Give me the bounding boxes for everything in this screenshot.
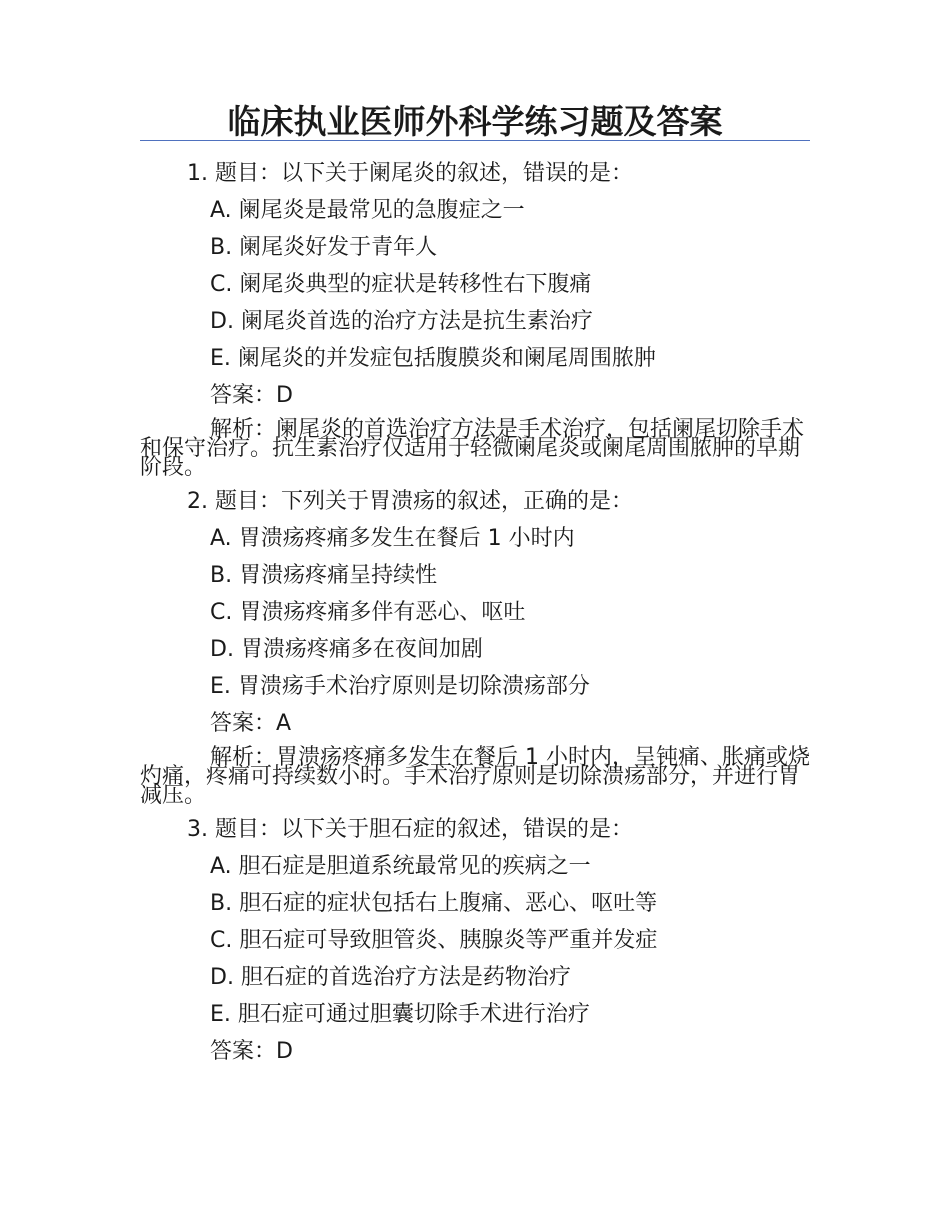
question-2-option-c: C. 胃溃疡疼痛多伴有恶心、呕吐 [210,600,526,625]
question-1-answer: 答案：D [210,383,293,408]
question-1-option-e: E. 阑尾炎的并发症包括腹膜炎和阑尾周围脓肿 [210,346,656,371]
document-body [140,155,810,1070]
question-2-option-e: E. 胃溃疡手术治疗原则是切除溃疡部分 [210,674,590,699]
question-1-option-d: D. 阑尾炎首选的治疗方法是抗生素治疗 [210,309,593,334]
document-title: 临床执业医师外科学练习题及答案 [227,102,723,141]
question-3-option-c: C. 胆石症可导致胆管炎、胰腺炎等严重并发症 [210,928,658,953]
question-2-option-a: A. 胃溃疡疼痛多发生在餐后 1 小时内 [210,526,575,551]
question-2-explanation: 解析：胃溃疡疼痛多发生在餐后 1 小时内，呈钝痛、胀痛或烧灼痛，疼痛可持续数小时。手术治疗原则是切除溃疡部分，并进行胃减压。 [140,745,810,808]
question-3-option-d: D. 胆石症的首选治疗方法是药物治疗 [210,965,571,990]
question-3-option-a: A. 胆石症是胆道系统最常见的疾病之一 [210,854,591,879]
question-1-stem: 1. 题目：以下关于阑尾炎的叙述，错误的是： [187,161,633,186]
question-3-option-b: B. 胆石症的症状包括右上腹痛、恶心、呕吐等 [210,891,658,916]
question-3-answer: 答案：D [210,1039,293,1064]
question-2-answer: 答案：A [210,711,292,736]
question-2-stem: 2. 题目：下列关于胃溃疡的叙述，正确的是： [187,489,633,514]
question-1-option-a: A. 阑尾炎是最常见的急腹症之一 [210,198,525,223]
question-1-explanation: 解析：阑尾炎的首选治疗方法是手术治疗，包括阑尾切除手术和保守治疗。抗生素治疗仅适用于轻微阑尾炎或阑尾周围脓肿的早期阶段。 [140,417,805,480]
question-2-option-d: D. 胃溃疡疼痛多在夜间加剧 [210,637,483,662]
question-1-option-c: C. 阑尾炎典型的症状是转移性右下腹痛 [210,272,592,297]
question-3-stem: 3. 题目：以下关于胆石症的叙述，错误的是： [187,817,633,842]
question-1-option-b: B. 阑尾炎好发于青年人 [210,235,438,260]
title-underline [140,140,810,141]
question-3-option-e: E. 胆石症可通过胆囊切除手术进行治疗 [210,1002,590,1027]
question-2-option-b: B. 胃溃疡疼痛呈持续性 [210,563,438,588]
